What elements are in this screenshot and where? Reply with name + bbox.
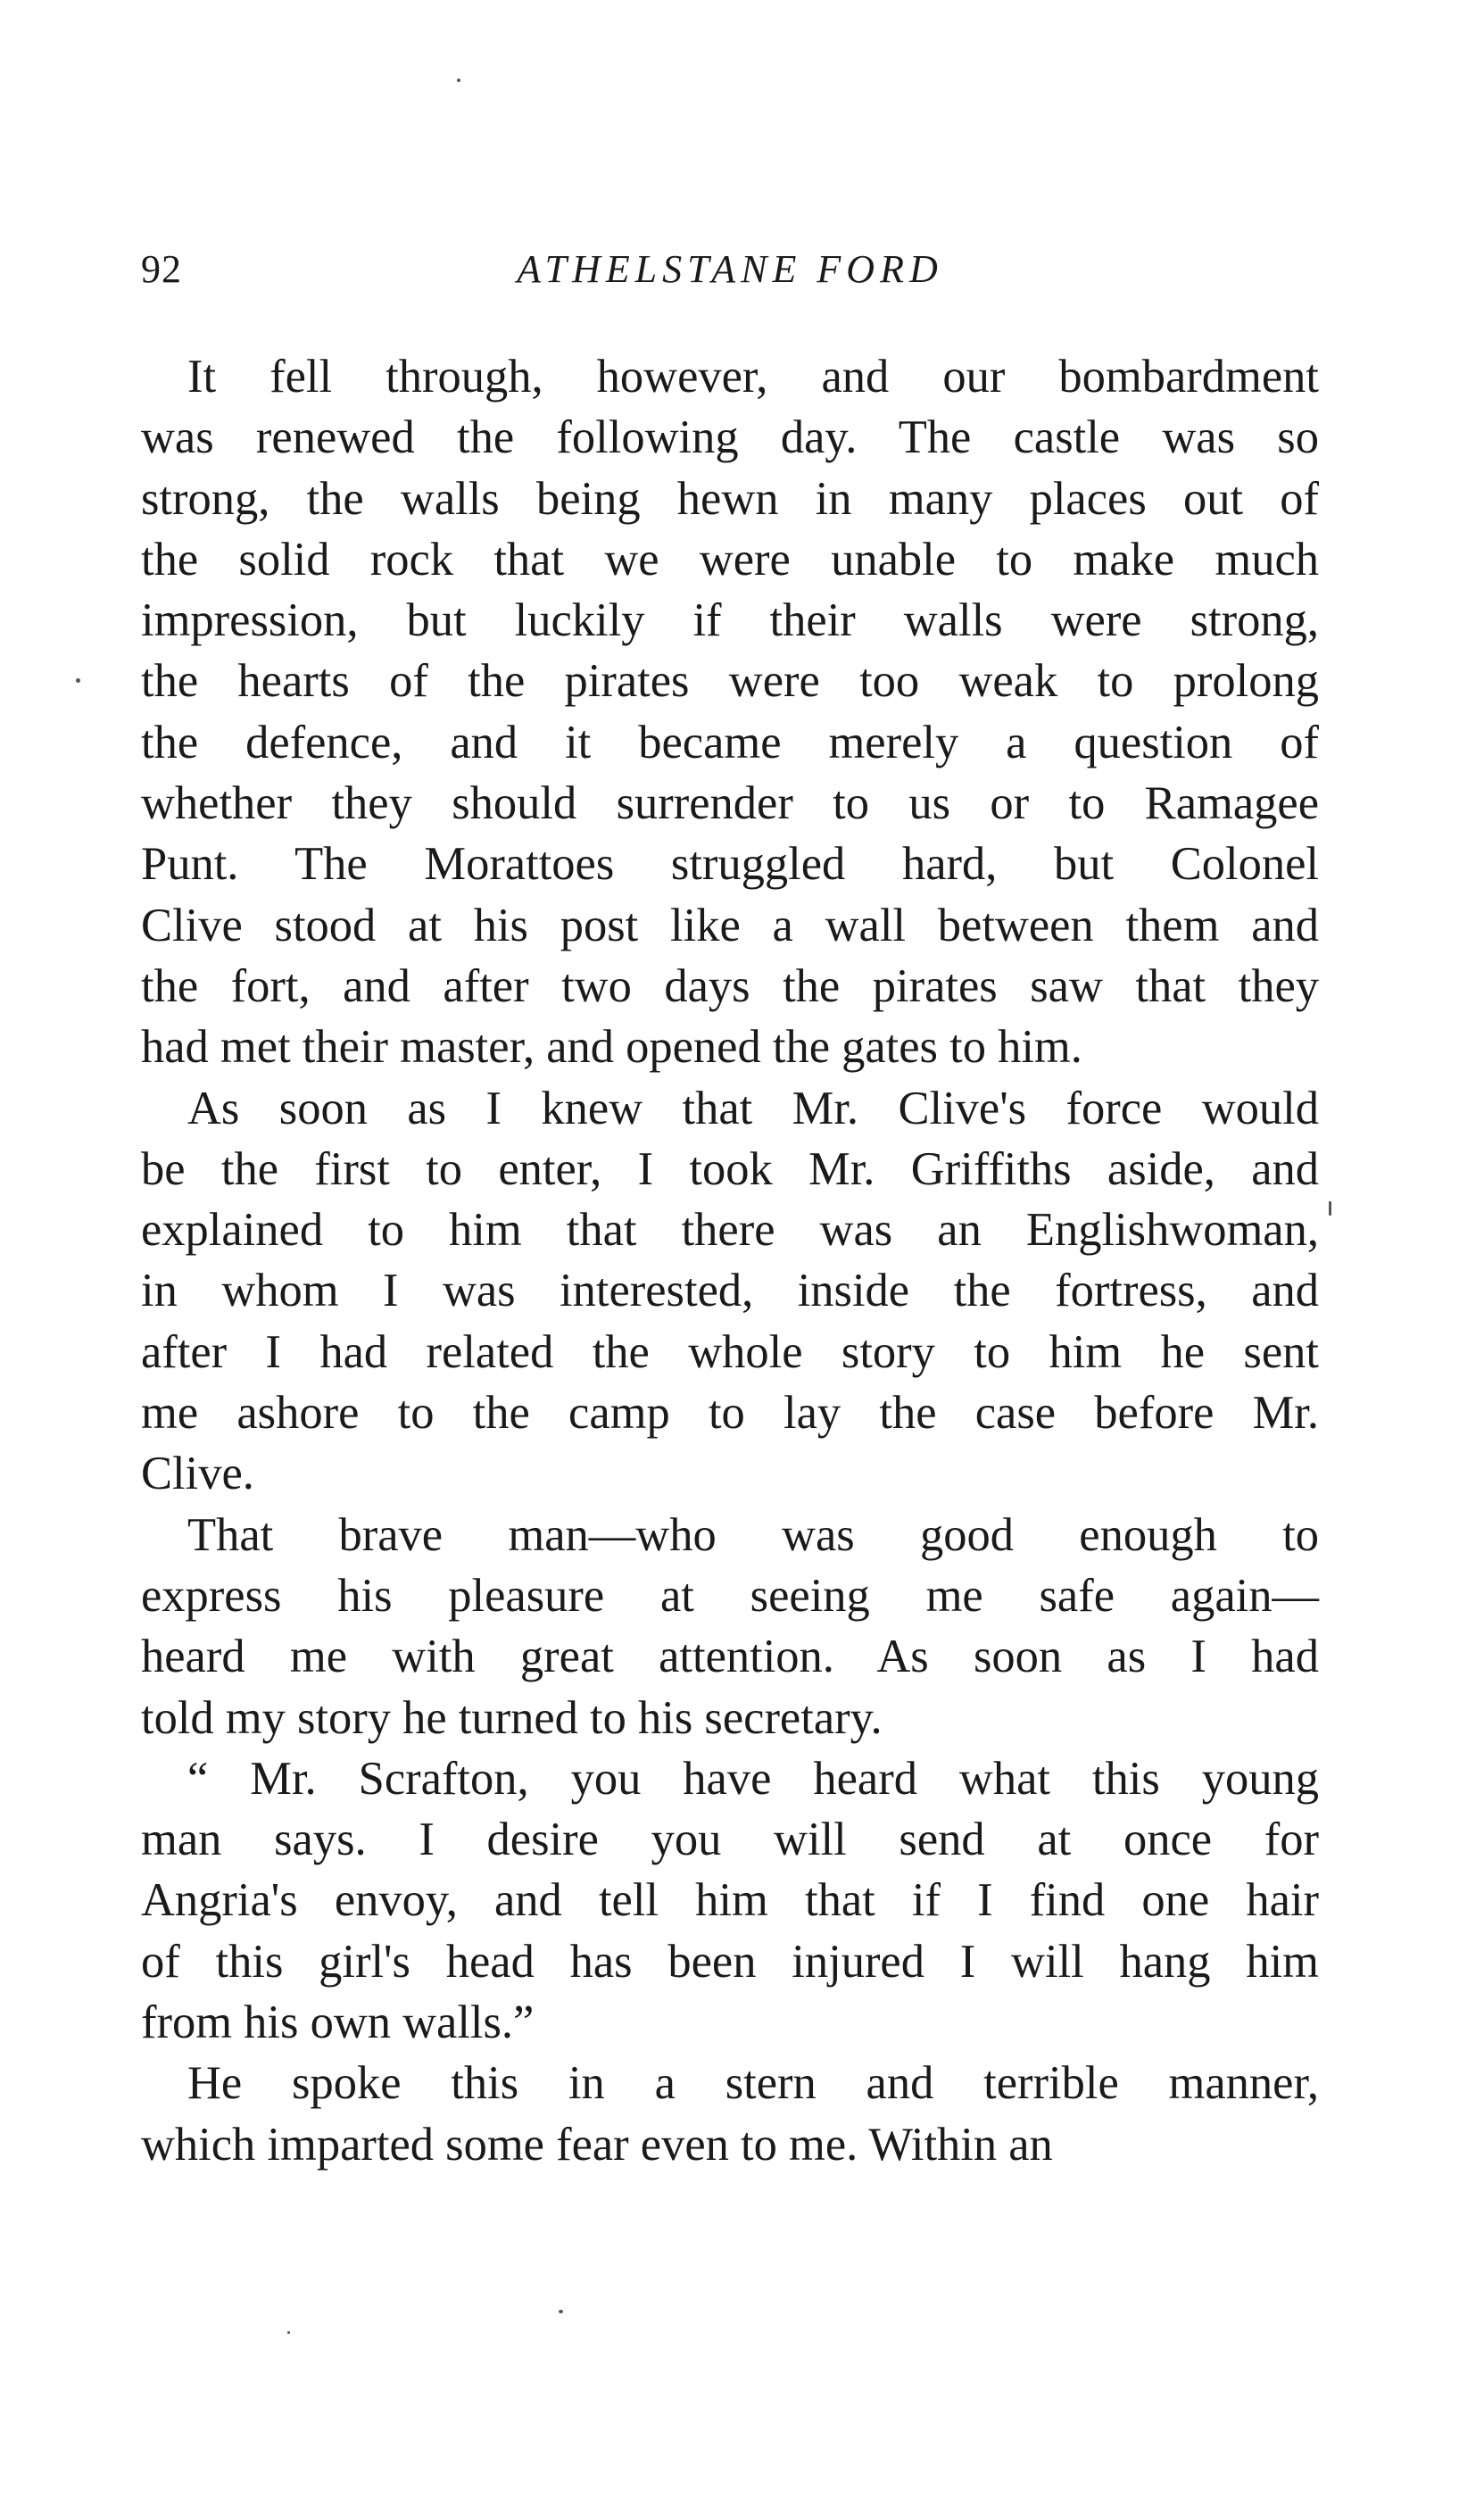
text-line: whether they should surrender to us or to Ramagee [141, 777, 1319, 830]
text-line: the solid rock that we were unable to make much [141, 533, 1319, 585]
text-line: Punt. The Morattoes struggled hard, but Colonel [141, 838, 1319, 891]
scan-speck [287, 2331, 290, 2334]
text-line: impression, but luckily if their walls were strong, [141, 594, 1319, 647]
text-line: “ Mr. Scrafton, you have heard what this young [187, 1752, 1319, 1805]
paragraph [141, 2053, 1319, 2175]
text-line: be the first to enter, I took Mr. Griffiths aside, and [141, 1142, 1319, 1195]
text-line: was renewed the following day. The castle was so [141, 411, 1319, 464]
text-line: strong, the walls being hewn in many places out of [141, 472, 1319, 525]
scan-speck [1329, 1201, 1331, 1216]
text-line: the fort, and after two days the pirates saw that they [141, 959, 1319, 1012]
body-text [141, 346, 1319, 2175]
scan-speck [76, 678, 80, 683]
text-line: in whom I was interested, inside the fortress, and [141, 1265, 1319, 1317]
text-line: express his pleasure at seeing me safe again— [141, 1569, 1319, 1622]
text-line: of this girl's head has been injured I will hang him [141, 1935, 1319, 1988]
paragraph [141, 1078, 1319, 1505]
paragraph [141, 1748, 1319, 2053]
scan-speck [457, 79, 460, 82]
text-line: explained to him that there was an Englishwoman, [141, 1204, 1319, 1257]
text-line: which imparted some fear even to me. Within an [141, 2118, 1053, 2171]
text-line: man says. I desire you will send at once for [141, 1814, 1319, 1866]
paragraph [141, 1505, 1319, 1748]
text-line: after I had related the whole story to him he sent [141, 1325, 1319, 1378]
scan-speck [559, 2310, 563, 2313]
text-line: from his own walls.” [141, 1997, 535, 2049]
text-line: the defence, and it became merely a question of [141, 716, 1319, 768]
text-line: Clive stood at his post like a wall between them and [141, 899, 1319, 951]
page-header [141, 246, 1319, 300]
text-line: As soon as I knew that Mr. Clive's force would [187, 1082, 1319, 1134]
page-number: 92 [141, 247, 182, 291]
text-line: me ashore to the camp to lay the case before Mr. [141, 1387, 1319, 1440]
text-line: Clive. [141, 1448, 254, 1500]
text-line: It fell through, however, and our bombardment [187, 351, 1319, 403]
text-line: heard me with great attention. As soon as I had [141, 1631, 1319, 1683]
text-line: He spoke this in a stern and terrible manner, [187, 2057, 1319, 2110]
running-head: ATHELSTANE FORD [517, 247, 943, 291]
text-line: had met their master, and opened the gates to him. [141, 1021, 1082, 1074]
paragraph [141, 346, 1319, 1078]
text-line: the hearts of the pirates were too weak to prolong [141, 655, 1319, 708]
text-line: That brave man—who was good enough to [187, 1508, 1319, 1561]
text-line: told my story he turned to his secretary. [141, 1691, 883, 1744]
text-line: Angria's envoy, and tell him that if I find one hair [141, 1874, 1319, 1927]
